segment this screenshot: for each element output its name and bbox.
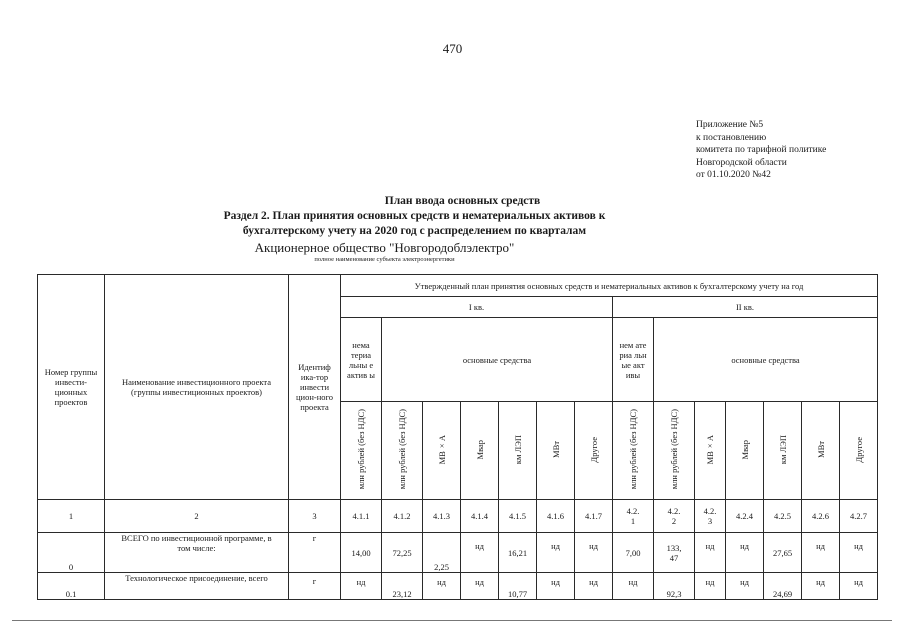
column-number: 4.1.1 bbox=[341, 500, 382, 533]
unit-label: МВт bbox=[550, 441, 561, 458]
column-number: 4.2.6 bbox=[802, 500, 840, 533]
column-number-row bbox=[38, 500, 878, 533]
column-number: 3 bbox=[289, 500, 341, 533]
unit-header bbox=[423, 402, 461, 500]
header-fixed-assets-q2: основные средства bbox=[654, 318, 878, 402]
column-number: 4.2.4 bbox=[726, 500, 764, 533]
unit-header bbox=[341, 402, 382, 500]
company-name: Акционерное общество "Новгородоблэлектро" bbox=[254, 240, 515, 255]
cell-value: 14,00 bbox=[341, 533, 382, 573]
unit-header bbox=[613, 402, 654, 500]
header-q1: I кв. bbox=[341, 297, 613, 318]
row-name: ВСЕГО по инвестиционной программе, в том числе: bbox=[105, 533, 289, 573]
cell-value: 23,12 bbox=[382, 573, 423, 600]
cell-value: нд bbox=[575, 533, 613, 573]
unit-label: млн рублей (без НДС) bbox=[356, 409, 366, 490]
unit-label: Мвар bbox=[474, 439, 485, 460]
column-number: 4.2. 3 bbox=[695, 500, 726, 533]
unit-header bbox=[537, 402, 575, 500]
column-number: 4.2.5 bbox=[764, 500, 802, 533]
unit-label: МВ×А bbox=[436, 434, 447, 465]
section-title: Раздел 2. План принятия основных средств и нематериальных активов к bbox=[223, 210, 606, 222]
cell-value: нд bbox=[461, 573, 499, 600]
cell-value: 10,77 bbox=[499, 573, 537, 600]
header-approved-plan: Утвержденный план принятия основных средств и нематериальных активов к бухгалтерскому учету на год bbox=[341, 275, 878, 297]
header-project-name: Наименование инвестиционного проекта (группы инвестиционных проектов) bbox=[105, 275, 289, 500]
unit-header bbox=[802, 402, 840, 500]
column-number: 4.2.7 bbox=[840, 500, 878, 533]
cell-value: нд bbox=[461, 533, 499, 573]
header-identifier: Идентиф ика-тор инвести цион-ного проекта bbox=[289, 275, 341, 500]
row-number: 0.1 bbox=[38, 573, 105, 600]
cell-value: нд bbox=[695, 533, 726, 573]
cell-value: нд bbox=[423, 573, 461, 600]
row-number: 0 bbox=[38, 533, 105, 573]
column-number: 4.1.4 bbox=[461, 500, 499, 533]
cell-value: 133, 47 bbox=[654, 533, 695, 573]
cell-value: нд bbox=[802, 533, 840, 573]
cell-value: нд bbox=[613, 573, 654, 600]
column-number: 4.1.3 bbox=[423, 500, 461, 533]
cell-value: нд bbox=[575, 573, 613, 600]
cell-value: нд bbox=[695, 573, 726, 600]
unit-header bbox=[840, 402, 878, 500]
header-intangible-q1: нема териа льны е актив ы bbox=[341, 318, 382, 402]
unit-header bbox=[764, 402, 802, 500]
unit-header bbox=[461, 402, 499, 500]
header-group-number: Номер группы инвести-ционных проектов bbox=[38, 275, 105, 500]
table-row bbox=[38, 533, 878, 573]
unit-label: Мвар bbox=[739, 439, 750, 460]
cell-value: 2,25 bbox=[423, 533, 461, 573]
plan-table bbox=[37, 274, 878, 600]
document-title: План ввода основных средств bbox=[384, 195, 541, 207]
cell-value: 16,21 bbox=[499, 533, 537, 573]
unit-header bbox=[695, 402, 726, 500]
unit-label: млн рублей (без НДС) bbox=[628, 409, 638, 490]
column-number: 4.1.7 bbox=[575, 500, 613, 533]
column-number: 4.1.5 bbox=[499, 500, 537, 533]
page-number: 470 bbox=[442, 41, 463, 56]
cell-value: нд bbox=[726, 533, 764, 573]
appendix-line: к постановлению bbox=[696, 132, 767, 143]
cell-value: нд bbox=[840, 573, 878, 600]
cell-value: нд bbox=[341, 573, 382, 600]
appendix-line: Приложение №5 bbox=[696, 120, 764, 130]
unit-label: Другое bbox=[588, 436, 599, 463]
page-edge-divider bbox=[12, 620, 892, 621]
appendix-note bbox=[696, 119, 826, 182]
cell-value: 27,65 bbox=[764, 533, 802, 573]
column-number: 2 bbox=[105, 500, 289, 533]
row-id: г bbox=[289, 533, 341, 573]
column-number: 4.1.6 bbox=[537, 500, 575, 533]
appendix-line: от 01.10.2020 №42 bbox=[696, 170, 771, 180]
header-q2: II кв. bbox=[613, 297, 878, 318]
cell-value: 72,25 bbox=[382, 533, 423, 573]
column-number: 4.2. 1 bbox=[613, 500, 654, 533]
unit-header bbox=[726, 402, 764, 500]
cell-value: нд bbox=[537, 533, 575, 573]
cell-value: нд bbox=[726, 573, 764, 600]
section-title-continued: бухгалтерскому учету на 2020 год с распределением по кварталам bbox=[242, 225, 587, 237]
cell-value: 92,3 bbox=[654, 573, 695, 600]
row-name: Технологическое присоединение, всего bbox=[105, 573, 289, 600]
unit-header bbox=[382, 402, 423, 500]
unit-label: Другое bbox=[853, 436, 864, 463]
column-number: 1 bbox=[38, 500, 105, 533]
unit-header bbox=[654, 402, 695, 500]
appendix-line: Новгородской области bbox=[696, 157, 787, 168]
column-number: 4.1.2 bbox=[382, 500, 423, 533]
unit-header bbox=[499, 402, 537, 500]
cell-value: нд bbox=[537, 573, 575, 600]
table-row bbox=[38, 573, 878, 600]
company-caption: полное наименование субъекта электроэнергетики bbox=[314, 256, 455, 263]
cell-value: 7,00 bbox=[613, 533, 654, 573]
unit-header bbox=[575, 402, 613, 500]
header-intangible-q2: нем ате риа льн ые акт ивы bbox=[613, 318, 654, 402]
cell-value: нд bbox=[840, 533, 878, 573]
unit-label: км ЛЭП bbox=[777, 434, 788, 465]
cell-value: нд bbox=[802, 573, 840, 600]
column-number: 4.2. 2 bbox=[654, 500, 695, 533]
cell-value: 24,69 bbox=[764, 573, 802, 600]
appendix-line: комитета по тарифной политике bbox=[696, 145, 827, 155]
row-id: г bbox=[289, 573, 341, 600]
unit-label: млн рублей (без НДС) bbox=[397, 409, 407, 490]
unit-label: МВ×А bbox=[705, 434, 715, 465]
header-fixed-assets-q1: основные средства bbox=[382, 318, 613, 402]
unit-label: МВт bbox=[815, 441, 826, 458]
unit-label: км ЛЭП bbox=[512, 434, 523, 465]
unit-label: млн рублей (без НДС) bbox=[669, 409, 679, 490]
